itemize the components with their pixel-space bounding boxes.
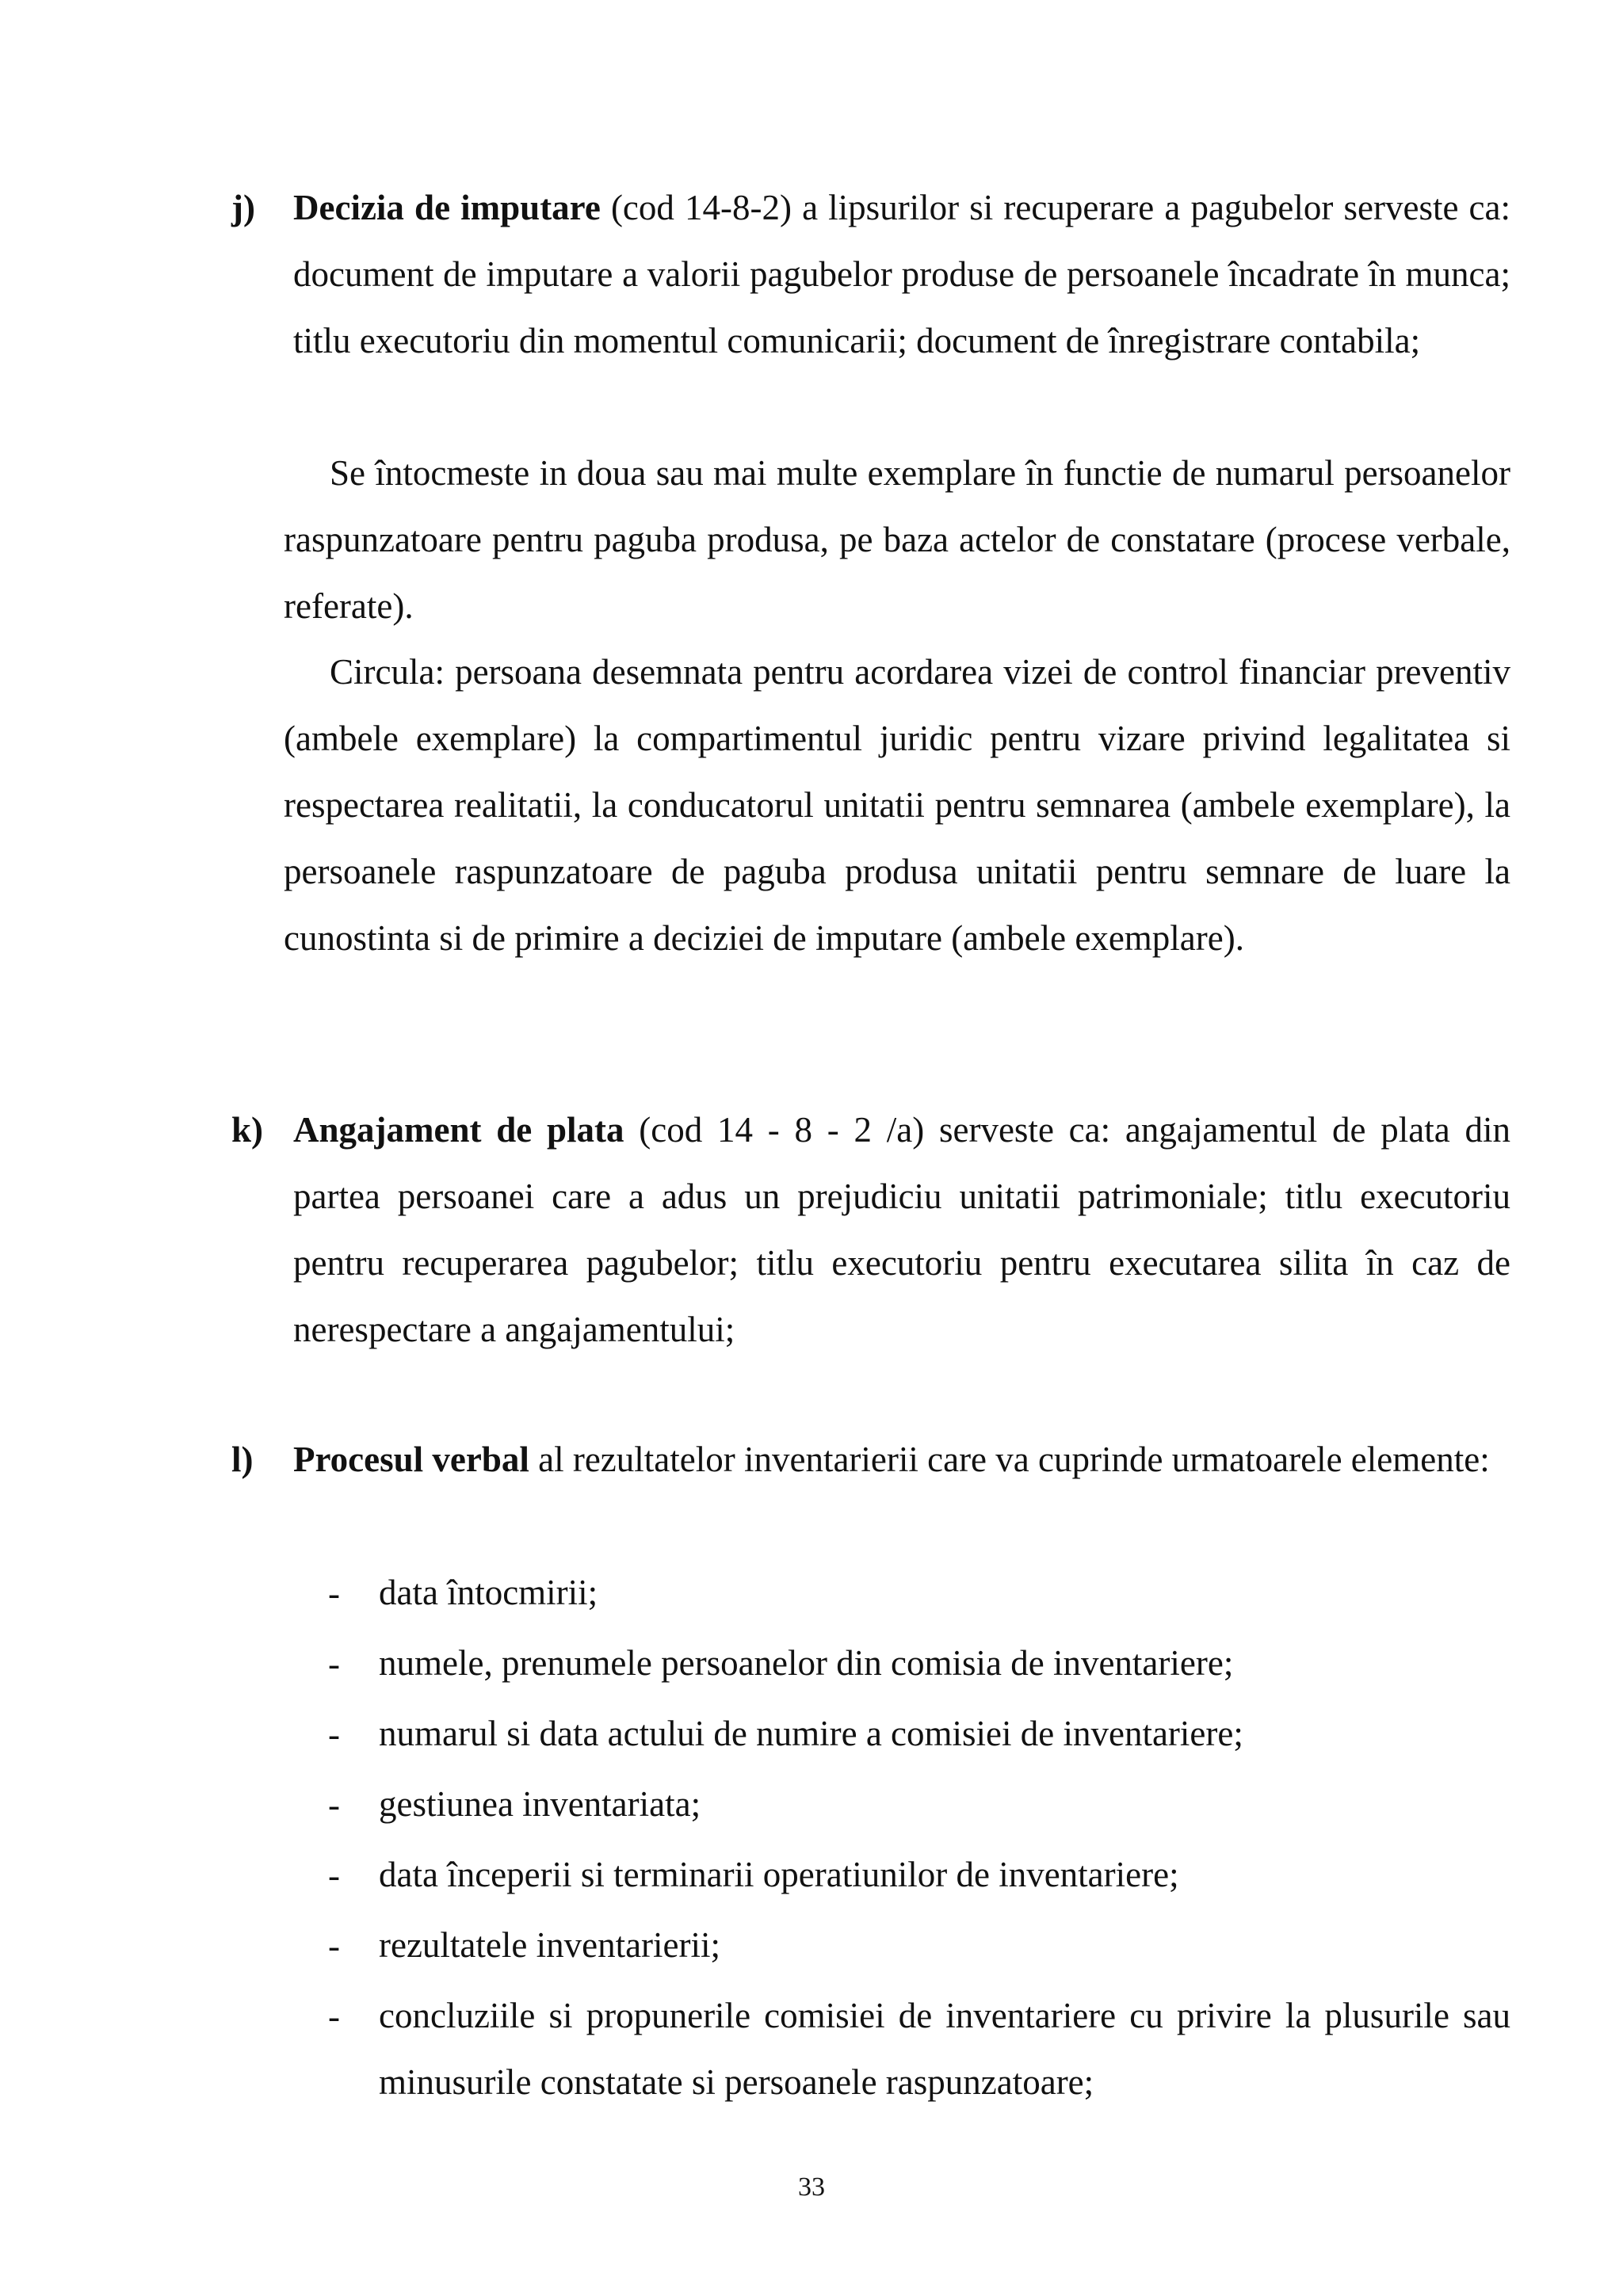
- list-item: numele, prenumele persoanelor din comisia de inventariere;: [379, 1643, 1234, 1683]
- item-letter-k: k): [231, 1110, 264, 1150]
- list-item: data întocmirii;: [379, 1573, 598, 1612]
- list-bullet: -: [328, 1926, 340, 1966]
- list-item: gestiunea inventariata;: [379, 1784, 701, 1824]
- list-bullet: -: [328, 1573, 340, 1613]
- item-letter-j: j): [231, 188, 255, 227]
- list-bullet: -: [328, 1997, 340, 2036]
- paragraph-text: (cod 14 - 8 - 2 /a) serveste ca: angajamentul de plata din partea persoanei care a adus un prejudiciu unitatii patrimoniale; titlu executoriu pentru recuperarea pagubelor; titlu executoriu pentru executarea silita în caz de nerespectare a angajamentului;: [293, 1110, 1510, 1349]
- list-item: data începerii si terminarii operatiunilor de inventariere;: [379, 1855, 1179, 1894]
- paragraph-intocmire: Se întocmeste in doua sau mai multe exemplare în functie de numarul persoanelor raspunzatoare pentru paguba produsa, pe baza actelor de constatare (procese verbale, referate).: [284, 453, 1510, 626]
- list-bullet: -: [328, 1644, 340, 1684]
- list-item: concluziile si propunerile comisiei de inventariere cu privire la plusurile sau minusurile constatate si persoanele raspunzatoare;: [379, 1996, 1510, 2102]
- term-angajament-de-plata: Angajament de plata: [293, 1110, 624, 1150]
- paragraph-angajament-de-plata: [293, 1097, 1510, 1363]
- paragraph-procesul-verbal: [293, 1426, 1510, 1493]
- list-bullet: -: [328, 1785, 340, 1825]
- paragraph-decizia-de-imputare: [293, 174, 1510, 374]
- list-item: numarul si data actului de numire a comisiei de inventariere;: [379, 1714, 1243, 1753]
- paragraph-text: al rezultatelor inventarierii care va cuprinde urmatoarele elemente:: [529, 1440, 1490, 1479]
- term-procesul-verbal: Procesul verbal: [293, 1440, 529, 1479]
- list-item: rezultatele inventarierii;: [379, 1925, 721, 1965]
- paragraph-circula: Circula: persoana desemnata pentru acordarea vizei de control financiar preventiv (ambele exemplare) la compartimentul juridic pentru vizare privind legalitatea si respectarea realitatii, la conducatorul unitatii pentru semnarea (ambele exemplare), la persoanele raspunzatoare de paguba produsa unitatii pentru semnare de luare la cunostinta si de primire a deciziei de imputare (ambele exemplare).: [284, 652, 1510, 958]
- term-decizia-de-imputare: Decizia de imputare: [293, 188, 601, 227]
- list-bullet: -: [328, 1714, 340, 1754]
- paragraph-text: (cod 14-8-2) a lipsurilor si recuperare a pagubelor serveste ca: document de imputare a valorii pagubelor produse de persoanele încadrate în munca; titlu executoriu din momentul comunicarii; document de înregistrare contabila;: [293, 188, 1510, 360]
- item-letter-l: l): [231, 1440, 254, 1479]
- page-number: 33: [798, 2172, 825, 2202]
- list-bullet: -: [328, 1855, 340, 1895]
